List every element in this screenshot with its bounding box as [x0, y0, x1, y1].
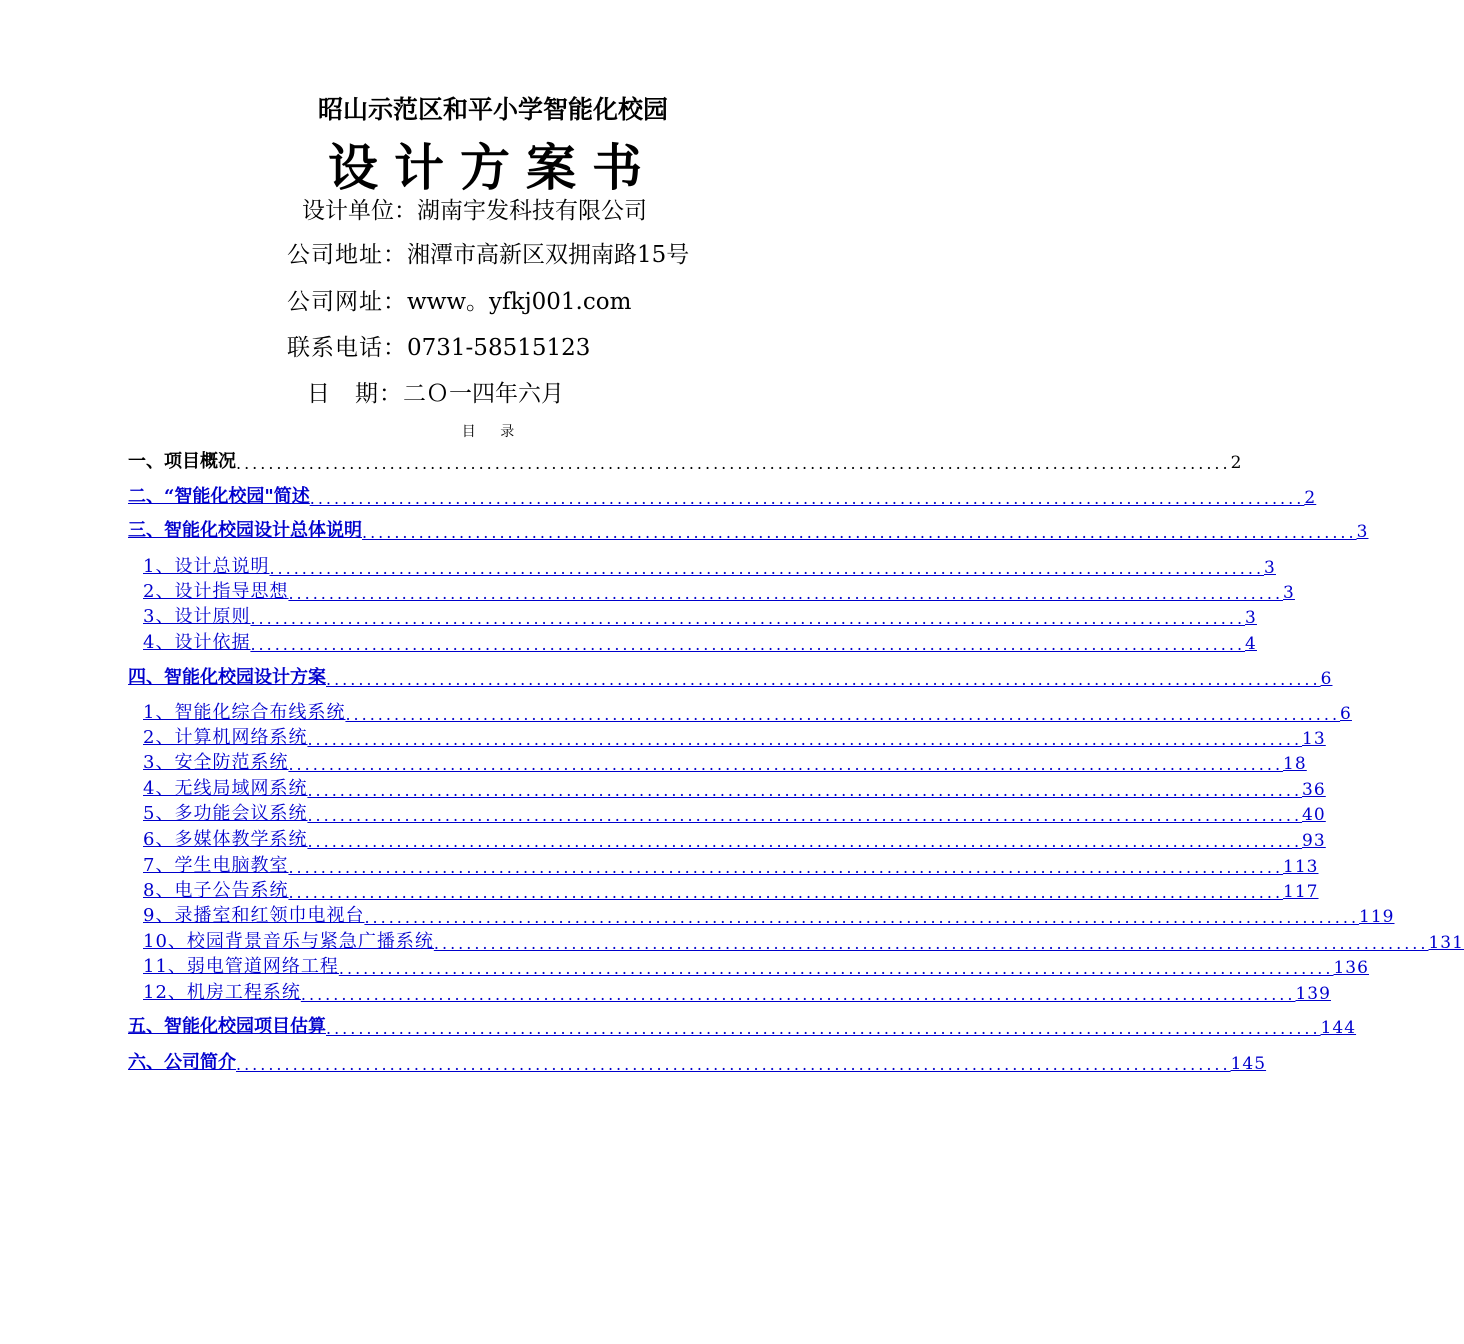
toc-page-number: 3 — [1356, 522, 1369, 542]
toc-page-number: 117 — [1283, 882, 1319, 902]
toc-page-number: 2 — [1304, 488, 1317, 508]
toc-page-number: 3 — [1283, 583, 1295, 603]
toc-entry[interactable] — [128, 1016, 1357, 1038]
toc-page-number: 136 — [1333, 958, 1369, 978]
toc-leader-dots: ........................................................................................................................... — [236, 454, 1231, 473]
phone-line — [287, 329, 590, 362]
toc-entry-label: 3、设计原则 — [143, 606, 251, 627]
toc-subentry[interactable] — [143, 632, 1257, 654]
toc-leader-dots: ........................................................................................................................... — [250, 609, 1246, 628]
toc-leader-dots: ........................................................................................................................... — [362, 523, 1357, 542]
toc-entry-label: 一、项目概况 — [128, 451, 236, 472]
toc-subentry[interactable] — [143, 727, 1326, 749]
toc-page-number: 113 — [1283, 857, 1319, 877]
toc-entry-label: 12、机房工程系统 — [143, 982, 301, 1003]
toc-page-number: 2 — [1230, 453, 1243, 473]
toc-leader-dots: ........................................................................................................................... — [326, 1019, 1321, 1038]
toc-page-number: 36 — [1302, 780, 1326, 800]
toc-page-number: 4 — [1245, 634, 1257, 654]
phone-value: 0731-58515123 — [407, 335, 591, 361]
toc-heading: 目 录 — [461, 424, 525, 440]
toc-leader-dots: ........................................................................................................................... — [288, 883, 1284, 902]
toc-subentry[interactable] — [143, 931, 1464, 953]
toc-page-number: 119 — [1359, 907, 1395, 927]
toc-entry-label: 11、弱电管道网络工程 — [143, 956, 339, 977]
toc-entry-label: 二、“智能化校园"简述 — [128, 486, 310, 507]
toc-entry-label: 三、智能化校园设计总体说明 — [128, 520, 362, 541]
address-line — [287, 236, 689, 269]
website-label: 公司网址： — [287, 289, 407, 315]
toc-subentry[interactable] — [143, 829, 1326, 851]
toc-subentry[interactable] — [143, 606, 1257, 628]
toc-leader-dots: ........................................................................................................................... — [300, 985, 1296, 1004]
toc-subentry[interactable] — [143, 803, 1326, 825]
toc-page-number: 6 — [1340, 704, 1352, 724]
toc-subentry[interactable] — [143, 905, 1395, 927]
toc-leader-dots: ........................................................................................................................... — [364, 908, 1360, 927]
toc-subentry[interactable] — [143, 778, 1326, 800]
toc-page-number: 145 — [1230, 1054, 1267, 1074]
date-line — [307, 375, 564, 408]
date-label: 日 期： — [307, 381, 403, 407]
toc-entry[interactable] — [128, 1052, 1267, 1074]
toc-entry-label: 9、录播室和红领巾电视台 — [143, 905, 365, 926]
toc-leader-dots: ........................................................................................................................... — [307, 730, 1303, 749]
toc-entry-label: 2、设计指导思想 — [143, 581, 289, 602]
toc-entry-label: 4、无线局域网系统 — [143, 778, 308, 799]
toc-entry-label: 六、公司简介 — [128, 1052, 236, 1073]
phone-label: 联系电话： — [287, 335, 407, 361]
toc-subentry[interactable] — [143, 752, 1307, 774]
toc-subentry[interactable] — [143, 702, 1352, 724]
toc-subentry[interactable] — [143, 956, 1369, 978]
toc-leader-dots: ........................................................................................................................... — [326, 670, 1321, 689]
toc-leader-dots: ........................................................................................................................... — [307, 806, 1303, 825]
website-line — [287, 283, 631, 316]
toc-page-number: 13 — [1302, 729, 1326, 749]
toc-leader-dots: ........................................................................................................................... — [307, 832, 1303, 851]
toc-entry-label: 四、智能化校园设计方案 — [128, 667, 326, 688]
toc-entry-label: 7、学生电脑教室 — [143, 855, 289, 876]
toc-entry-label: 10、校园背景音乐与紧急广播系统 — [143, 931, 434, 952]
toc-entry-label: 1、设计总说明 — [143, 556, 270, 577]
toc-entry — [128, 451, 1243, 473]
toc-leader-dots: ........................................................................................................................... — [250, 635, 1246, 654]
toc-entry-label: 3、安全防范系统 — [143, 752, 289, 773]
toc-page-number: 40 — [1302, 805, 1326, 825]
toc-page-number: 93 — [1302, 831, 1326, 851]
date-value: 二Ｏ一四年六月 — [403, 381, 564, 407]
toc-leader-dots: ........................................................................................................................... — [236, 1055, 1231, 1074]
document-title-line1: 昭山示范区和平小学智能化校园 — [317, 95, 668, 124]
toc-leader-dots: ........................................................................................................................... — [288, 755, 1284, 774]
design-unit: 设计单位：湖南宇发科技有限公司 — [302, 198, 647, 224]
toc-leader-dots: ........................................................................................................................... — [433, 934, 1429, 953]
toc-page-number: 18 — [1283, 754, 1307, 774]
toc-page-number: 131 — [1428, 933, 1464, 953]
toc-entry-label: 1、智能化综合布线系统 — [143, 702, 346, 723]
toc-leader-dots: ........................................................................................................................... — [309, 489, 1305, 508]
toc-leader-dots: ........................................................................................................................... — [288, 858, 1284, 877]
toc-page-number: 3 — [1264, 558, 1276, 578]
website-value: www。yfkj001.com — [407, 289, 632, 315]
document-title-line2: 设计方案书 — [328, 139, 658, 197]
toc-page-number: 144 — [1320, 1018, 1357, 1038]
toc-leader-dots: ........................................................................................................................... — [307, 781, 1303, 800]
address-label: 公司地址： — [287, 242, 407, 268]
toc-entry-label: 4、设计依据 — [143, 632, 251, 653]
toc-entry-label: 6、多媒体教学系统 — [143, 829, 308, 850]
toc-entry-label: 8、电子公告系统 — [143, 880, 289, 901]
toc-leader-dots: ........................................................................................................................... — [345, 705, 1341, 724]
toc-entry[interactable] — [128, 667, 1333, 689]
toc-subentry[interactable] — [143, 581, 1295, 603]
toc-entry[interactable] — [128, 520, 1369, 542]
toc-subentry[interactable] — [143, 982, 1331, 1004]
toc-page-number: 3 — [1245, 608, 1257, 628]
address-value: 湘潭市高新区双拥南路15号 — [407, 242, 690, 268]
toc-subentry[interactable] — [143, 880, 1319, 902]
toc-entry[interactable] — [128, 486, 1317, 508]
toc-subentry[interactable] — [143, 556, 1276, 578]
toc-entry-label: 5、多功能会议系统 — [143, 803, 308, 824]
toc-subentry[interactable] — [143, 855, 1319, 877]
toc-page-number: 139 — [1295, 984, 1331, 1004]
toc-leader-dots: ........................................................................................................................... — [269, 559, 1265, 578]
toc-leader-dots: ........................................................................................................................... — [288, 584, 1284, 603]
toc-entry-label: 2、计算机网络系统 — [143, 727, 308, 748]
toc-entry-label: 五、智能化校园项目估算 — [128, 1016, 326, 1037]
toc-leader-dots: ........................................................................................................................... — [338, 959, 1334, 978]
toc-page-number: 6 — [1320, 669, 1333, 689]
